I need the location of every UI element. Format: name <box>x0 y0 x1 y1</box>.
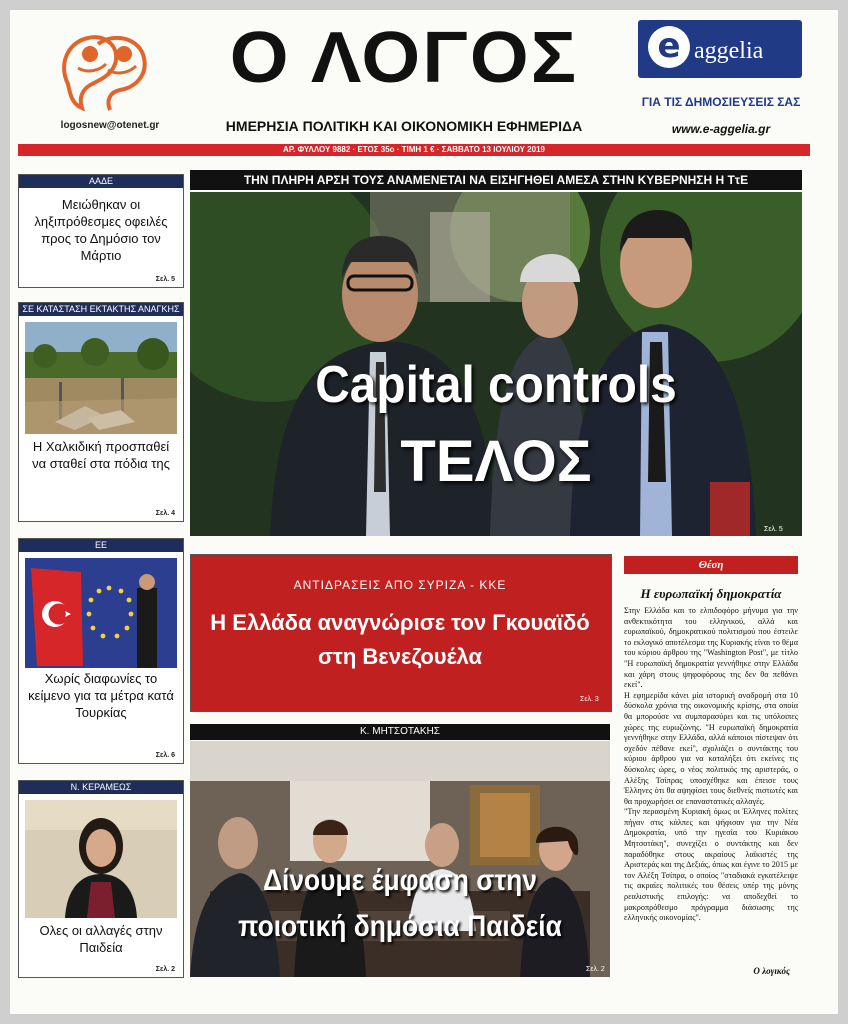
venezuela-kicker: ΑΝΤΙΔΡΑΣΕΙΣ ΑΠΟ ΣΥΡΙΖΑ - ΚΚΕ <box>293 578 507 592</box>
contact-email[interactable]: logosnew@otenet.gr <box>60 120 160 131</box>
page-reference: Σελ. 5 <box>155 276 175 283</box>
opinion-title[interactable]: Η ευρωπαϊκή δημοκρατία <box>640 586 782 601</box>
sidebar-story-aade[interactable] <box>18 174 184 288</box>
sidebar-story-text: Χωρίς διαφωνίες το κείμενο για τα μέτρα κατά Τουρκίας <box>28 671 174 720</box>
kerameus-portrait-photo <box>25 800 177 918</box>
sidebar-story-label: ΕΕ <box>19 539 183 552</box>
newspaper-logo <box>48 24 158 116</box>
lead-headline-primary[interactable]: Capital controls <box>315 356 677 414</box>
sidebar-story-text: Μειώθηκαν οι ληξιπρόθεσμες οφειλές προς το Δημόσιο τον Μάρτιο <box>34 197 168 263</box>
sidebar-story-label: Ν. ΚΕΡΑΜΕΩΣ <box>19 781 183 794</box>
page-reference: Σελ. 4 <box>155 510 175 517</box>
sidebar-story-label: ΣΕ ΚΑΤΑΣΤΑΣΗ ΕΚΤΑΚΤΗΣ ΑΝΑΓΚΗΣ <box>19 303 183 316</box>
sidebar-story-eu-turkey[interactable] <box>18 538 184 764</box>
advert-tagline: ΓΙΑ ΤΙΣ ΔΗΜΟΣΙΕΥΣΕΙΣ ΣΑΣ <box>641 95 801 109</box>
venezuela-headline[interactable]: Η Ελλάδα αναγνώρισε τον Γκουαϊδό στη Βενεζουέλα <box>210 610 590 669</box>
sidebar-story-kerameus[interactable] <box>18 780 184 978</box>
lead-banner: ΤΗΝ ΠΛΗΡΗ ΑΡΣΗ ΤΟΥΣ ΑΝΑΜΕΝΕΤΑΙ ΝΑ ΕΙΣΗΓΗΘΕΙ ΑΜΕΣΑ ΣΤΗΝ ΚΥΒΕΡΝΗΣΗ Η ΤτΕ <box>190 170 802 190</box>
lead-headline-secondary[interactable]: ΤΕΛΟΣ <box>400 429 592 494</box>
sidebar-story-text: Η Χαλκιδική προσπαθεί να σταθεί στα πόδια της <box>32 439 170 471</box>
education-headline[interactable]: Δίνουμε έμφαση στην ποιοτική δημόσια Παιδεία <box>238 864 562 943</box>
advert-url[interactable]: www.e-aggelia.gr <box>671 122 771 136</box>
sidebar-story-text: Ολες οι αλλαγές στην Παιδεία <box>39 923 163 955</box>
page-reference: Σελ. 6 <box>155 752 175 759</box>
eu-turkey-flags-photo <box>25 558 177 668</box>
advert-brand-letter: e <box>648 26 690 68</box>
opinion-section-label: Θέση <box>624 556 798 574</box>
page-reference: Σελ. 2 <box>155 966 175 973</box>
issue-line: ΑΡ. ΦΥΛΛΟΥ 9882 · ΕΤΟΣ 35ο · ΤΙΜΗ 1 € · ΣΑΒΒΑΤΟ 13 ΙΟΥΛΙΟΥ 2019 <box>283 145 545 154</box>
newspaper-title: Ο ΛΟΓΟΣ <box>229 18 579 98</box>
page-reference: Σελ. 5 <box>764 526 783 533</box>
sidebar-story-chalkidiki[interactable] <box>18 302 184 522</box>
page-reference: Σελ. 2 <box>586 966 605 973</box>
advert-brand-word: aggelia <box>694 38 764 64</box>
education-story-label: Κ. ΜΗΤΣΟΤΑΚΗΣ <box>190 724 610 740</box>
newspaper-subtitle: ΗΜΕΡΗΣΙΑ ΠΟΛΙΤΙΚΗ ΚΑΙ ΟΙΚΟΝΟΜΙΚΗ ΕΦΗΜΕΡΙΔΑ <box>225 118 583 134</box>
sidebar-story-label: ΑΑΔΕ <box>19 175 183 188</box>
opinion-body: Στην Ελλάδα και το ελπιδοφόρο μήνυμα για την ανθεκτικότητα του ελληνικού, αλλά και ευρωπαϊκού, δημοκρατικού πολιτισμού που έστειλε το εκλογικό αποτέλεσμα της Κυριακής είναι το θέμα του κύριου άρθρου της "Washington Post", με τίτλο "Η ευρωπαϊκή δημοκρατία γεννήθηκε στην Ελλάδα και χάρη στους ψηφοφόρους της δεν θα πεθάνει εκεί". Η εφημερίδα κάνει μία ιστορική αναδρομή στα 10 δύσκολα χρόνια της οικονομικής κρίσης, στα οποία θα μπορούσε να συμπαρασύρει και τις υπόλοιπες χώρες της ευρωζώνης. "Η ευρωπαϊκή δημοκρατία γεννήθηκε στην Ελλάδα, αλλά κάποιοι πίστεψαν ότι σχεδόν πέθανε εκεί", σχολιάζει ο συντάκτης του κύριου άρθρου για να καταλήξει ότι εκείνες τις δύσκολες ώρες, ο νέος πολιτικός της αριστεράς, ο Αλέξης Τσίπρας υποσχέθηκε και έπεισε τους Έλληνες ότι θα αψηφίσει τους διεθνείς πιστωτές και θα προχωρήσει σε επαναστατικές αλλαγές. "Την περασμένη Κυριακή όμως οι Έλληνες πολίτες πήγαν στις κάλπες και ψήφισαν για την Νέα Δημοκρατία, υπό την ηγεσία του Κυριάκου Μητσοτάκη", συνεχίζει ο συντάκτης και δεν παραδόθηκε στους ακραίους λαϊκιστές της Αριστεράς και της Δεξιάς, όπως και έγινε το 2015 με τον Αλέξη Τσίπρα, ο οποίος "σταδιακά εγκατέλειψε τις ακραίες πολιτικές του θέσεις υπέρ της μόνης ρεαλιστικής επιλογής: να αποδεχθεί το μακροπρόθεσμο πρόγραμμα διάσωσης της ελληνικής οικονομίας". <box>624 606 798 923</box>
page-reference: Σελ. 3 <box>580 696 599 703</box>
storm-damage-photo <box>25 322 177 434</box>
opinion-signature: Ο λογικός <box>753 966 790 976</box>
